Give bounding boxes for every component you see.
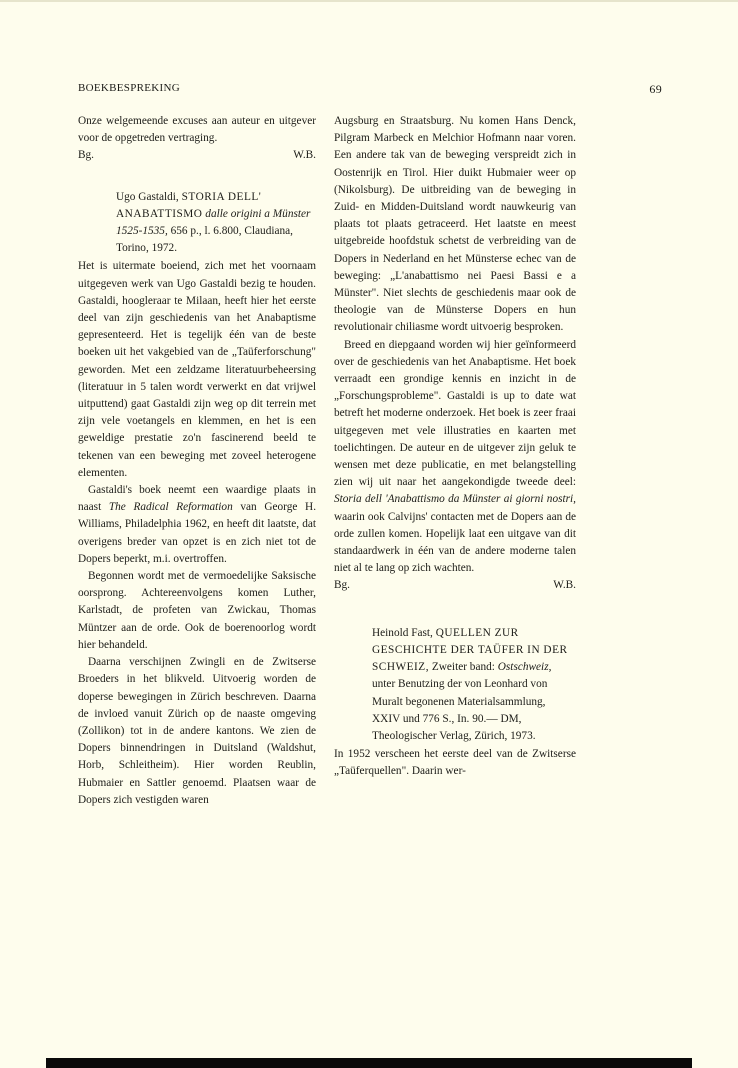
book-2-author: Heinold Fast, bbox=[372, 626, 433, 639]
signature-1 bbox=[78, 147, 316, 164]
book-entry-2 bbox=[334, 625, 576, 745]
running-head-title: BOEKBESPREKING bbox=[78, 82, 180, 94]
review-paragraph-2-end: van George H. Williams, Philadelphia 1962, en heeft dit laatste, dat overigens breder van opzet is en zich niet tot de Dopers beperkt, m.i. overtroffen. bbox=[78, 501, 317, 565]
cited-work-radical-reformation: The Radical Reformation bbox=[108, 501, 233, 514]
intro-paragraph: Onze welgemeende excuses aan auteur en uitgever voor de opgetreden vertraging. bbox=[78, 115, 316, 145]
right-column bbox=[334, 113, 576, 781]
book-1-author: Ugo Gastaldi, bbox=[116, 190, 179, 203]
review-paragraph-6-end: waarin ook Calvijns' contacten met de Dopers aan de orde zullen komen. Hopelijk laat een uitgave van dit standaardwerk in één van de andere moderne talen niet al te lang op zich wachten. bbox=[334, 510, 576, 575]
page-number: 69 bbox=[649, 82, 662, 96]
review-paragraph-1: Het is uitermate boeiend, zich met het voornaam uitgegeven werk van Ugo Gastaldi bezig te houden. Gastaldi, hoogleraar te Milaan, heeft hier het eerste deel van zijn geschiedenis van het Anabaptisme gepresenteerd. Het is tegelijk één van de beste boeken uit het vakgebied van de „Taüferforschung" geworden. Met een zeldzame literatuurbeheersing (literatuur in 5 talen wordt verwerkt en dat vrijwel uitputtend) gaat Gastaldi zijn weg op dit terrein met zijn vele voetangels en klemmen, en het is een geweldige prestatie zo'n fascinerend beeld te tekenen van een beweging met zoveel heterogene elementen. bbox=[78, 260, 316, 479]
review-paragraph-6-start: Breed en diepgaand worden wij hier geïnformeerd over de geschiedenis van het Anabaptisme. Het boek verraadt een grondige kennis en inzicht in de „Forschungsprobleme". Gastaldi is up to date wat betreft het moderne onderzoek. Het boek is zeer fraai uitgegeven met vele illustraties en kaarten met toelichtingen. De auteur en de uitgever zijn geluk te wensen met deze publicatie, en met belangstelling zien wij uit naar het aangekondigde tweede deel: bbox=[334, 338, 576, 489]
book-2-details: unter Benutzing der von Leonhard von Muralt begonenen Materialsammlung, XXIV und 776 S., In. 90.— DM, Theologischer Verlag, Zürich, 1973. bbox=[372, 678, 548, 742]
signature-2 bbox=[334, 577, 576, 594]
book-1-title: STORIA DELL' ANABATTISMO bbox=[116, 190, 262, 220]
signature-2-right: W.B. bbox=[553, 579, 576, 592]
closing-paragraph: In 1952 verscheen het eerste deel van de Zwitserse „Taüferquellen". Daarin wer- bbox=[334, 748, 576, 778]
book-entry-1 bbox=[78, 189, 316, 258]
review-paragraph-2 bbox=[78, 482, 316, 568]
review-paragraph-3: Begonnen wordt met de vermoedelijke Saksische oorsprong. Achtereenvolgens komen Luther, Karlstadt, de profeten van Zwickau, Thomas Müntzer aan de orde. Ook de boerenoorlog wordt hier behandeld. bbox=[78, 570, 316, 651]
book-2-volume: Zweiter band: bbox=[431, 661, 495, 674]
page-bottom-edge bbox=[46, 1058, 692, 1068]
review-paragraph-6 bbox=[334, 337, 576, 578]
book-1-details: 656 p., l. 6.800, Claudiana, Torino, 1972. bbox=[116, 225, 293, 255]
signature-2-left: Bg. bbox=[334, 579, 351, 592]
review-paragraph-5: Augsburg en Straatsburg. Nu komen Hans Denck, Pilgram Marbeck en Melchior Hofmann naar voren. Een andere tak van de beweging verspreidt zich in Oostenrijk en Tirol. Hier duikt Hubmaier weer op (Nikolsburg). De uitbreiding van de beweging in Zuid- en Midden-Duitsland wordt nauwkeurig van plaats tot plaats getraceerd. Het laatste en meest uitgebreide hoofdstuk schetst de verbreiding van de Dopers in Nederland en het Münsterse echec van de beweging: „L'anabattismo nei Paesi Bassi e a Münster". Niet slechts de geschiedenis maar ook de theologie van de Münsterse Dopers en hun revolutionair chiliasme wordt uitvoerig besproken. bbox=[334, 115, 576, 334]
signature-1-left: Bg. bbox=[78, 149, 95, 162]
cited-work-storia-dell-anabattismo-2: Storia dell 'Anabattismo da Münster ai giorni nostri, bbox=[334, 493, 576, 506]
review-paragraph-4: Daarna verschijnen Zwingli en de Zwitserse Broeders in het blikveld. Uitvoerig worden de doperse bewegingen in Zürich beschreven. Daarna de invloed vanuit Zürich op de naaste omgeving (Zollikon) tot in de andere kantons. We zien de Dopers binnendringen in Duitsland (Waldshut, Horb, Schleitheim). Hier worden Reublin, Hubmaier en Sattler genoemd. Plaatsen waar de Dopers zich vestigden waren bbox=[78, 656, 316, 806]
page-top-edge bbox=[0, 0, 738, 2]
book-2-title: QUELLEN ZUR GESCHICHTE DER TAÜFER IN DER SCHWEIZ, bbox=[372, 626, 568, 674]
left-column bbox=[78, 113, 316, 809]
book-2-region: Ostschweiz, bbox=[497, 661, 552, 674]
book-1-subtitle: dalle origini a Münster 1525-1535, bbox=[116, 207, 311, 238]
review-paragraph-2-start: Gastaldi's boek neemt een waardige plaats in naast bbox=[78, 484, 316, 514]
running-head bbox=[78, 82, 662, 98]
signature-1-right: W.B. bbox=[293, 149, 316, 162]
